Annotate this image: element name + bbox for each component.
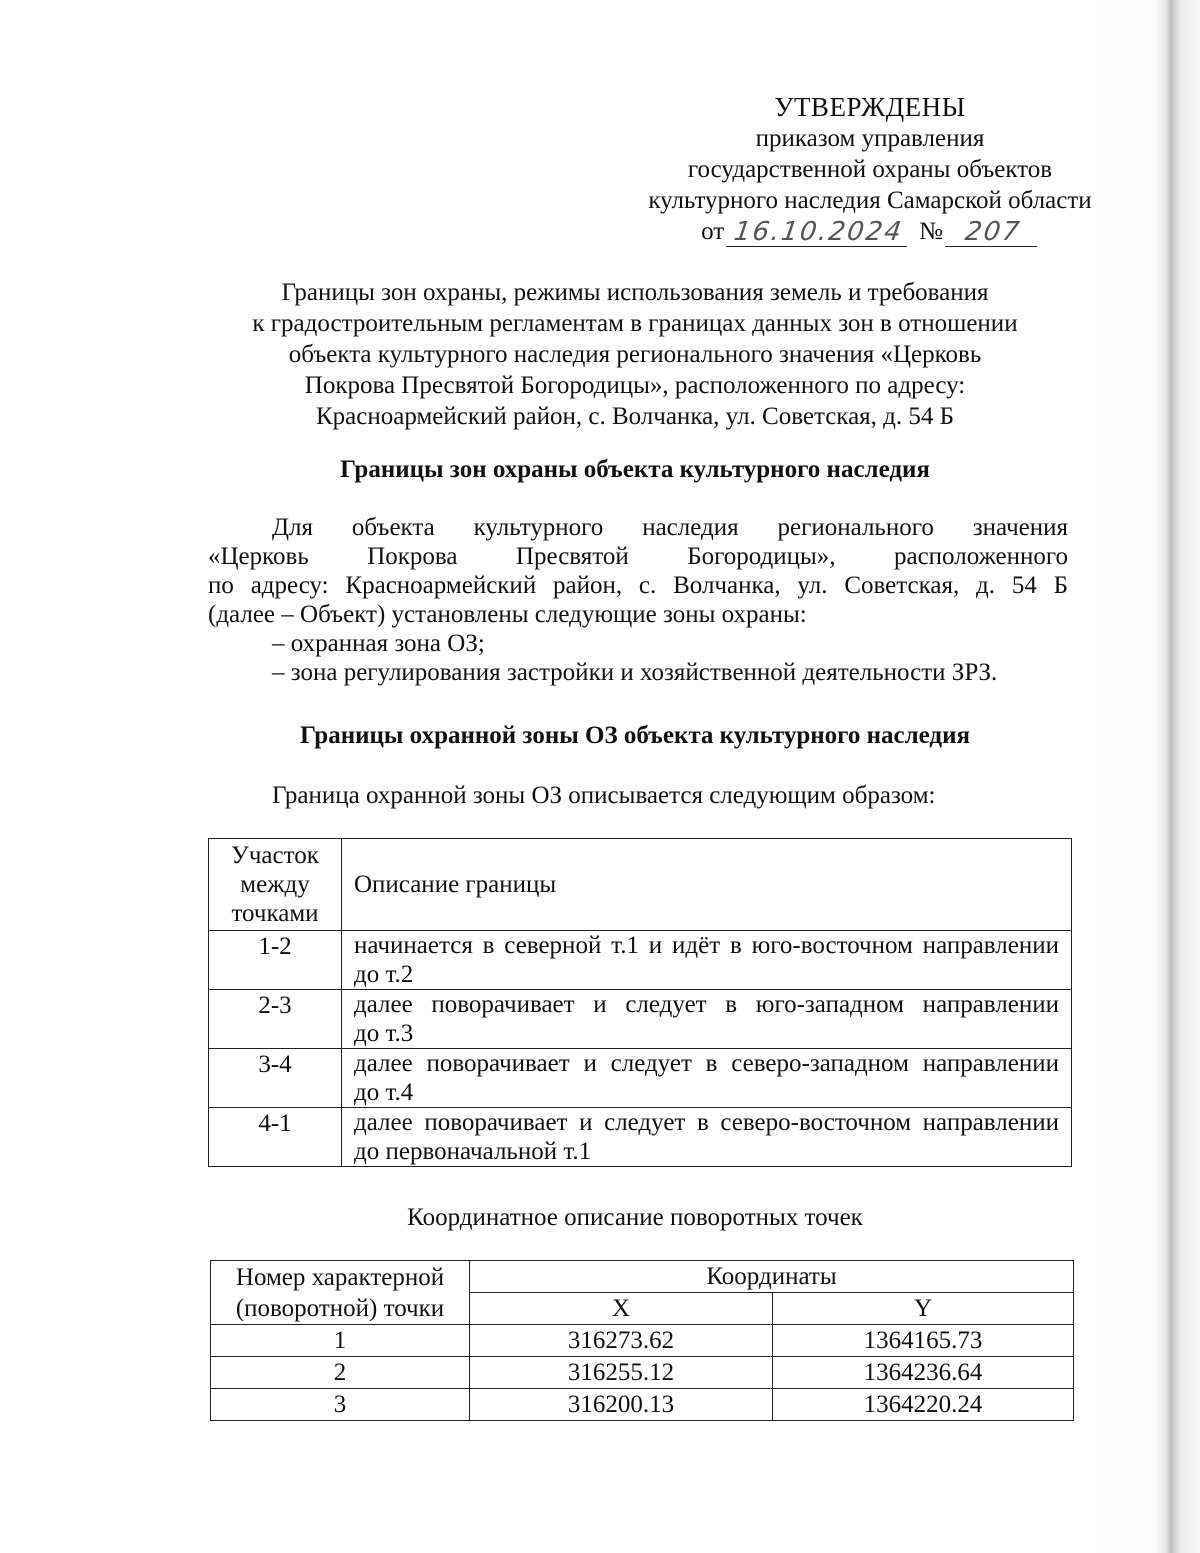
table-row <box>211 1357 1074 1389</box>
paragraph-line: (далее – Объект) установлены следующие зоны охраны: <box>208 601 807 628</box>
zone-list-item: – охранная зона ОЗ; <box>272 630 485 657</box>
table-row <box>209 990 1072 1049</box>
description-cell <box>342 1108 1072 1167</box>
description-line: далее поворачивает и следует в северо-западном направлении <box>354 1050 1059 1077</box>
header-description: Описание границы <box>342 839 1072 931</box>
title-line: Красноармейский район, с. Волчанка, ул. Советская, д. 54 Б <box>315 403 954 430</box>
intro-paragraph <box>208 513 1068 687</box>
table-row <box>209 1049 1072 1108</box>
table-header-row <box>211 1261 1074 1293</box>
zone-list-item: – зона регулирования застройки и хозяйственной деятельности ЗРЗ. <box>272 659 998 686</box>
table-header-row <box>209 839 1072 931</box>
x-cell: 316255.12 <box>470 1357 773 1389</box>
description-line: далее поворачивает и следует в юго-западном направлении <box>354 991 1059 1018</box>
paragraph-line: по адресу: Красноармейский район, с. Волчанка, ул. Советская, д. 54 Б <box>208 572 1068 599</box>
y-cell: 1364220.24 <box>773 1389 1074 1421</box>
segment-cell: 1-2 <box>209 931 342 990</box>
handwritten-date: 16.10.2024 <box>726 218 911 247</box>
section-heading-oz: Границы охранной зоны ОЗ объекта культурного наследия <box>299 722 971 749</box>
approval-line-3: культурного наследия Самарской области <box>648 187 1092 214</box>
description-cell <box>342 931 1072 990</box>
y-cell: 1364236.64 <box>773 1357 1074 1389</box>
title-line: Покрова Пресвятой Богородицы», расположенного по адресу: <box>304 372 966 399</box>
coords-caption: Координатное описание поворотных точек <box>407 1204 863 1231</box>
boundary-table <box>208 838 1072 1167</box>
header-point-text: Номер характерной (поворотной) точки <box>235 1263 445 1322</box>
boundary-lead-text: Граница охранной зоны ОЗ описывается следующим образом: <box>272 782 936 809</box>
description-cell <box>342 1049 1072 1108</box>
section-heading-zones: Границы зон охраны объекта культурного наследия <box>340 456 930 483</box>
header-point-number <box>211 1261 470 1325</box>
document-title <box>200 277 1070 432</box>
point-number-cell: 1 <box>211 1325 470 1357</box>
paragraph-line: «Церковь Покрова Пресвятой Богородицы», расположенного <box>208 543 1068 570</box>
table-row <box>211 1325 1074 1357</box>
table-row <box>209 931 1072 990</box>
segment-cell: 4-1 <box>209 1108 342 1167</box>
approval-heading: УТВЕРЖДЕНЫ <box>774 92 966 122</box>
title-line: Границы зон охраны, режимы использования земель и требования <box>281 279 989 306</box>
description-cell <box>342 990 1072 1049</box>
point-number-cell: 3 <box>211 1389 470 1421</box>
table-row <box>211 1389 1074 1421</box>
approval-line-2: государственной охраны объектов <box>687 156 1053 183</box>
description-line: до первоначальной т.1 <box>354 1138 592 1165</box>
header-x: X <box>470 1293 773 1325</box>
coordinates-table <box>210 1260 1074 1421</box>
y-cell: 1364165.73 <box>773 1325 1074 1357</box>
segment-cell: 3-4 <box>209 1049 342 1108</box>
date-prefix: от <box>701 218 725 245</box>
number-prefix: № <box>919 218 943 245</box>
description-line: далее поворачивает и следует в северо-восточном направлении <box>354 1109 1059 1136</box>
approval-line-1: приказом управления <box>755 125 985 152</box>
handwritten-number: 207 <box>945 218 1041 247</box>
description-line: до т.2 <box>354 961 414 988</box>
table-row <box>209 1108 1072 1167</box>
description-line: начинается в северной т.1 и идёт в юго-восточном направлении <box>354 932 1059 959</box>
x-cell: 316200.13 <box>470 1389 773 1421</box>
point-number-cell: 2 <box>211 1357 470 1389</box>
approval-block <box>560 92 1180 247</box>
order-date-number <box>560 216 1180 247</box>
paragraph-line: Для объекта культурного наследия регионального значения <box>272 514 1068 541</box>
header-y: Y <box>773 1293 1074 1325</box>
title-line: объекта культурного наследия регионального значения «Церковь <box>288 341 982 368</box>
header-segment <box>209 839 342 931</box>
segment-cell: 2-3 <box>209 990 342 1049</box>
x-cell: 316273.62 <box>470 1325 773 1357</box>
description-line: до т.4 <box>354 1079 414 1106</box>
description-line: до т.3 <box>354 1020 414 1047</box>
header-segment-text: Участок между точками <box>231 842 319 927</box>
title-line: к градостроительным регламентам в границах данных зон в отношении <box>252 310 1018 337</box>
header-coordinates: Координаты <box>470 1261 1074 1293</box>
